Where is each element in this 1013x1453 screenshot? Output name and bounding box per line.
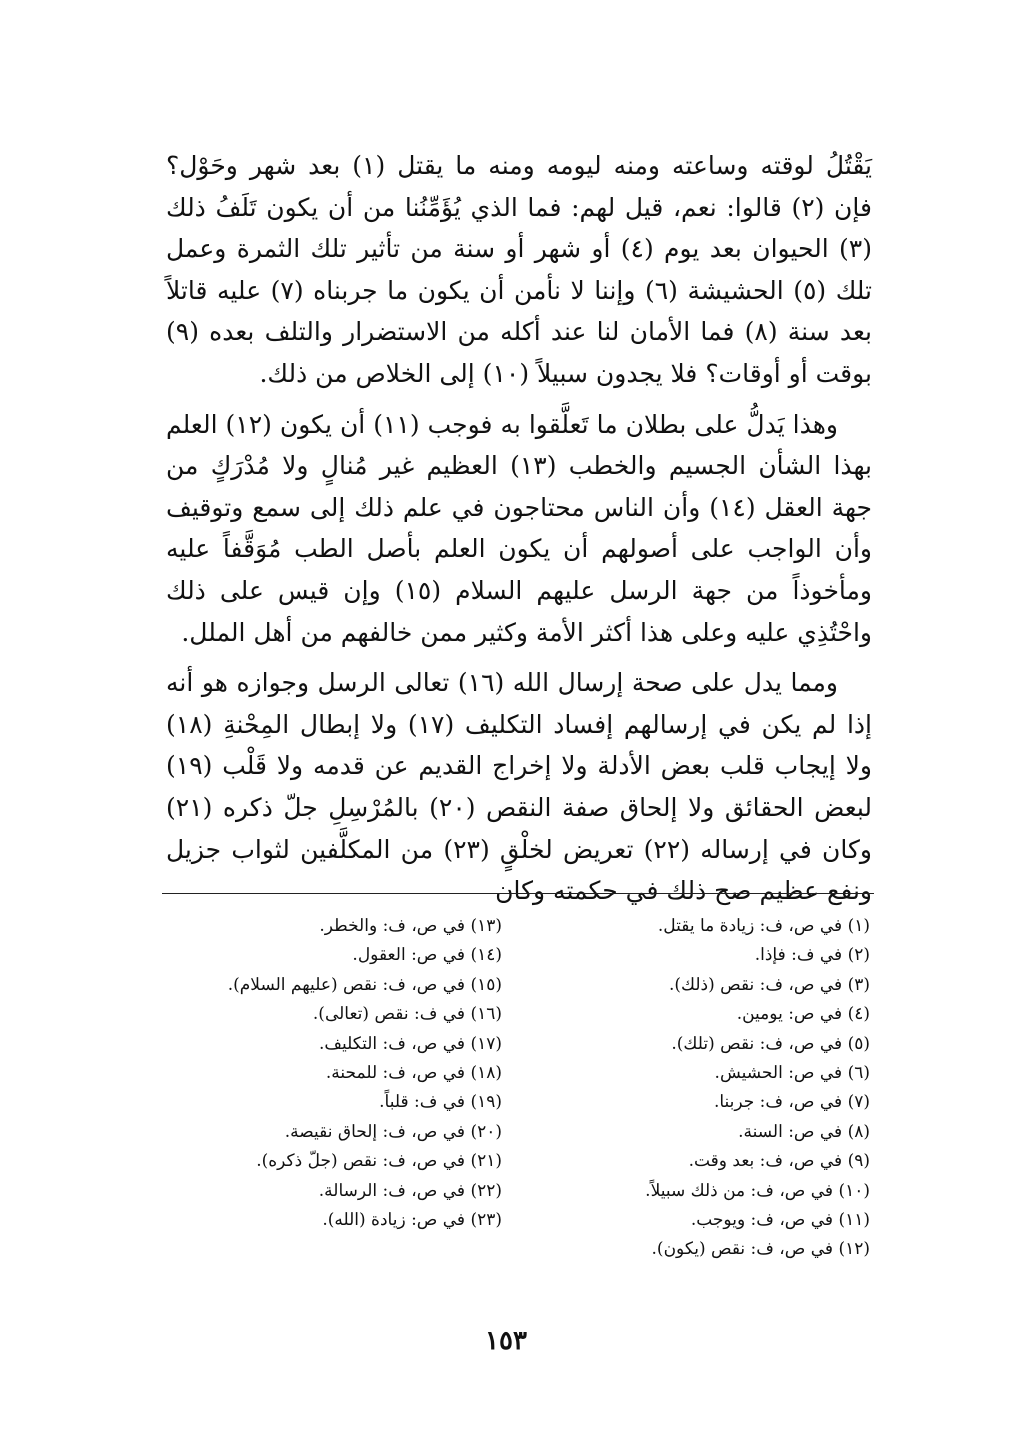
footnote-1: (١) في ص، ف: زيادة ما يقتل. bbox=[657, 916, 870, 936]
footnote-21: (٢١) في ص، ف: نقص (جلّ ذكره). bbox=[256, 1151, 502, 1172]
paragraph-3: ومما يدل على صحة إرسال الله (١٦) تعالى الرسل وجوازه هو أنه إذا لم يكن في إرسالهم إفساد التكليف (١٧) ولا إبطال المِحْنةِ (١٨) ولا إيجاب قلب بعض الأدلة ولا إخراج القديم عن قدمه ولا قَلْب (١٩) لبعض الحقائق ولا إلحاق صفة النقص (٢٠) بالمُرْسِلِ جلّ ذكره (٢١) وكان في إرساله (٢٢) تعريض لخلْقٍ (٢٣) من المكلَّفين لثواب جزيل ونفع عظيم صح ذلك في حكمته وكان bbox=[166, 668, 873, 906]
main-text bbox=[166, 145, 872, 921]
footnote-22: (٢٢) في ص، ف: الرسالة. bbox=[318, 1180, 502, 1201]
footnote-12: (١٢) في ص، ف: نقص (يكون). bbox=[651, 1239, 870, 1260]
footnote-20: (٢٠) في ص، ف: إلحاق نقيصة. bbox=[284, 1121, 502, 1142]
footnote-7: (٧) في ص، ف: جربنا. bbox=[713, 1092, 870, 1113]
footnotes-column-left bbox=[162, 912, 502, 1235]
footnote-2: (٢) في ف: فإذا. bbox=[754, 945, 870, 966]
footnote-19: (١٩) في ف: قلباً. bbox=[379, 1092, 502, 1113]
footnote-16: (١٦) في ف: نقص (تعالى). bbox=[312, 1004, 502, 1025]
footnote-9: (٩) في ص، ف: بعد وقت. bbox=[688, 1151, 870, 1172]
footnote-15: (١٥) في ص، ف: نقص (عليهم السلام). bbox=[227, 974, 502, 995]
footnote-3: (٣) في ص، ف: نقص (ذلك). bbox=[668, 974, 870, 995]
footnote-11: (١١) في ص، ف: ويوجب. bbox=[690, 1210, 870, 1231]
footnote-8: (٨) في ص: السنة. bbox=[738, 1121, 870, 1142]
footnote-14: (١٤) في ص: العقول. bbox=[352, 945, 502, 966]
footnote-4: (٤) في ص: يومين. bbox=[736, 1004, 870, 1025]
footnote-23: (٢٣) في ص: زيادة (الله). bbox=[322, 1210, 502, 1231]
footnote-10: (١٠) في ص، ف: من ذلك سبيلاً. bbox=[645, 1180, 870, 1201]
paragraph-1: يَقْتُلُ لوقته وساعته ومنه ليومه ومنه ما يقتل (١) بعد شهر وحَوْل؟ فإن (٢) قالوا: نعم، قيل لهم: فما الذي يُؤَمِّنُنا من أن يكون تَلَفُ ذلك (٣) الحيوان بعد يوم (٤) أو شهر أو سنة من تأثير تلك الثمرة وعمل تلك (٥) الحشيشة (٦) وإننا لا نأمن أن يكون ما جربناه (٧) عليه قاتلاً بعد سنة (٨) فما الأمان لنا عند أكله من الاستضرار والتلف بعده (٩) بوقت أو أوقات؟ فلا يجدون سبيلاً (١٠) إلى الخلاص من ذلك. bbox=[166, 151, 873, 388]
footnote-separator bbox=[162, 893, 874, 894]
paragraph-2: وهذا يَدلُّ على بطلان ما تَعلَّقوا به فوجب (١١) أن يكون (١٢) العلم بهذا الشأن الجسيم والخطب (١٣) العظيم غير مُنالٍ ولا مُدْرَكٍ من جهة العقل (١٤) وأن الناس محتاجون في علم ذلك إلى سمع وتوقيف وأن الواجب على أصولهم أن يكون العلم بأصل الطب مُوَقَّفاً عليه ومأخوذاً من جهة الرسل عليهم السلام (١٥) وإن قيس على ذلك واحْتُذِي عليه وعلى هذا أكثر الأمة وكثير ممن خالفهم من أهل الملل. bbox=[166, 409, 872, 647]
footnote-17: (١٧) في ص، ف: التكليف. bbox=[318, 1033, 502, 1054]
footnote-18: (١٨) في ص، ف: للمحنة. bbox=[325, 1063, 502, 1084]
footnotes-column-right bbox=[530, 912, 870, 1265]
page-number: ١٥٣ bbox=[485, 1326, 527, 1356]
footnote-5: (٥) في ص، ف: نقص (تلك). bbox=[671, 1033, 870, 1054]
footnote-13: (١٣) في ص، ف: والخطر. bbox=[319, 916, 502, 936]
footnote-6: (٦) في ص: الحشيش. bbox=[714, 1063, 870, 1084]
